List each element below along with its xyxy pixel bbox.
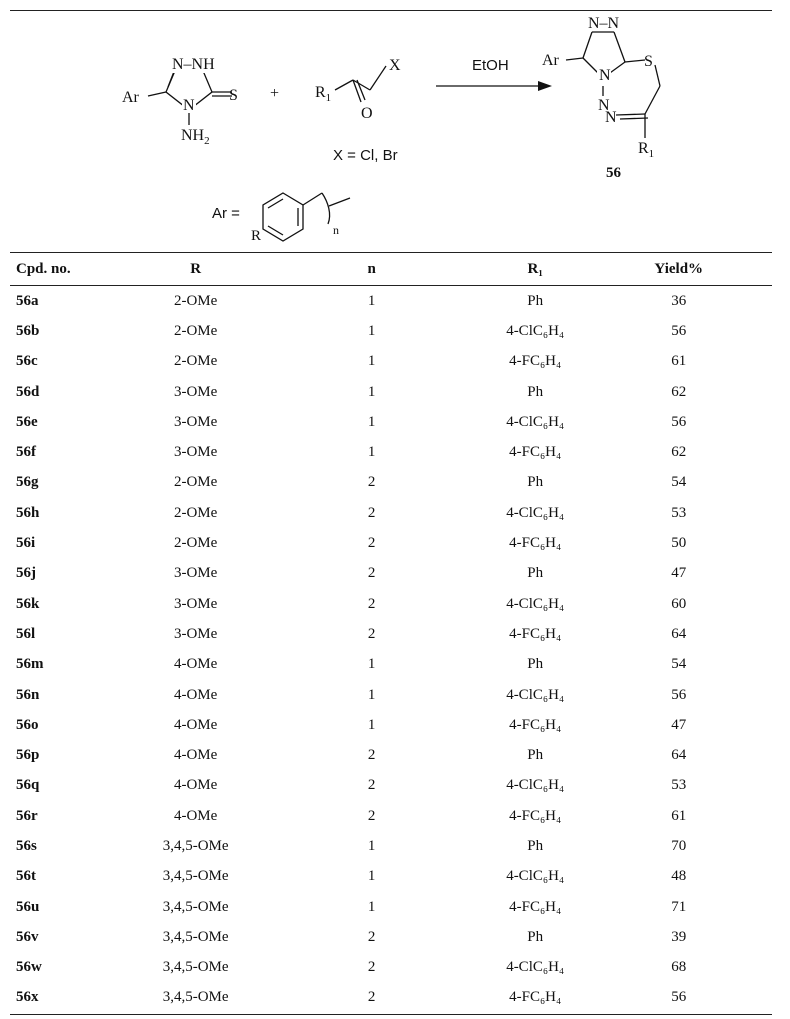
atom-s: S xyxy=(229,87,238,104)
atom-x: X xyxy=(389,57,401,74)
cell-r1: 4-FC₆H₄ xyxy=(509,353,562,370)
bottom-rule xyxy=(10,1014,772,1015)
product-atom-n2: N xyxy=(605,109,617,126)
cell-yield: 62 xyxy=(671,383,687,400)
table-row xyxy=(10,922,772,952)
atom-r1: $R_1$ xyxy=(315,84,332,104)
cell-r: 3-OMe xyxy=(173,413,218,430)
ar-definition-label: Ar = xyxy=(212,205,240,222)
cell-n: 1 xyxy=(367,837,376,854)
cell-n: 2 xyxy=(367,989,376,1006)
table-row xyxy=(10,710,772,740)
table-body xyxy=(10,286,772,1014)
cell-r1: Ph xyxy=(527,474,544,491)
product-atom-s: S xyxy=(644,53,653,70)
reagent-label: EtOH xyxy=(472,57,509,74)
cell-cpd: 56r xyxy=(16,807,38,824)
cell-r: 3,4,5-OMe xyxy=(162,868,229,885)
cell-r1: Ph xyxy=(527,837,544,854)
table-row xyxy=(10,680,772,710)
cell-r: 3-OMe xyxy=(173,625,218,642)
atom-ar: Ar xyxy=(122,89,139,106)
cell-r1: 4-ClC₆H₄ xyxy=(506,595,565,612)
cell-r1: 4-ClC₆H₄ xyxy=(506,504,565,521)
cell-cpd: 56h xyxy=(16,504,40,521)
cell-n: 2 xyxy=(367,504,376,521)
cell-cpd: 56q xyxy=(16,777,40,794)
cell-cpd: 56u xyxy=(16,898,40,915)
cell-n: 1 xyxy=(367,322,376,339)
cell-yield: 56 xyxy=(671,322,687,339)
plus-sign: + xyxy=(270,85,280,102)
cell-cpd: 56e xyxy=(16,413,38,430)
cell-n: 1 xyxy=(367,353,376,370)
cell-n: 2 xyxy=(367,625,376,642)
cell-cpd: 56a xyxy=(16,292,39,309)
cell-r1: 4-ClC₆H₄ xyxy=(506,959,565,976)
cell-cpd: 56m xyxy=(16,656,44,673)
cell-yield: 56 xyxy=(671,413,687,430)
cell-r: 2-OMe xyxy=(173,504,218,521)
triazole-thione-structure xyxy=(122,55,238,147)
cell-n: 1 xyxy=(367,292,376,309)
cell-n: 2 xyxy=(367,928,376,945)
cell-r1: 4-FC₆H₄ xyxy=(509,898,562,915)
cell-r1: Ph xyxy=(527,565,544,582)
cell-cpd: 56x xyxy=(16,989,39,1006)
table-row xyxy=(10,619,772,649)
product-atom-ar: Ar xyxy=(542,52,559,69)
cell-yield: 47 xyxy=(671,716,687,733)
cell-n: 2 xyxy=(367,595,376,612)
reaction-arrow xyxy=(436,81,552,91)
table-row xyxy=(10,983,772,1013)
table-row xyxy=(10,801,772,831)
cell-r: 3,4,5-OMe xyxy=(162,959,229,976)
table-row xyxy=(10,316,772,346)
cell-r1: Ph xyxy=(527,747,544,764)
table-row xyxy=(10,407,772,437)
table-row xyxy=(10,862,772,892)
reaction-scheme xyxy=(0,0,790,252)
table-row xyxy=(10,347,772,377)
cell-yield: 53 xyxy=(671,504,687,521)
cell-r1: Ph xyxy=(527,656,544,673)
compound-yield-table xyxy=(10,253,772,1013)
cell-cpd: 56b xyxy=(16,322,40,339)
cell-r: 2-OMe xyxy=(173,474,218,491)
product-label: 56 xyxy=(606,165,621,181)
ar-atom-r: R xyxy=(251,228,262,244)
cell-r1: 4-ClC₆H₄ xyxy=(506,413,565,430)
product-atom-r1: $R_1$ xyxy=(638,140,655,160)
cell-r: 3-OMe xyxy=(173,383,218,400)
cell-cpd: 56d xyxy=(16,383,40,400)
cell-yield: 54 xyxy=(671,656,687,673)
cell-r: 2-OMe xyxy=(173,322,218,339)
cell-n: 2 xyxy=(367,807,376,824)
cell-r: 4-OMe xyxy=(173,747,218,764)
cell-r1: Ph xyxy=(527,383,544,400)
cell-n: 2 xyxy=(367,959,376,976)
cell-r: 3,4,5-OMe xyxy=(162,837,229,854)
col-header-n: n xyxy=(258,253,484,286)
cell-yield: 39 xyxy=(671,928,687,945)
cell-r: 3,4,5-OMe xyxy=(162,928,229,945)
table-row xyxy=(10,468,772,498)
table-row xyxy=(10,498,772,528)
cell-r: 3,4,5-OMe xyxy=(162,898,229,915)
cell-yield: 68 xyxy=(671,959,687,976)
product-atom-n: N xyxy=(599,67,611,84)
cell-r: 4-OMe xyxy=(173,777,218,794)
cell-yield: 48 xyxy=(671,868,687,885)
table-row xyxy=(10,953,772,983)
col-header-r1: R₁ xyxy=(485,253,586,286)
cell-yield: 47 xyxy=(671,565,687,582)
col-header-r: R xyxy=(133,253,259,286)
cell-r1: 4-FC₆H₄ xyxy=(509,989,562,1006)
cell-cpd: 56n xyxy=(16,686,40,703)
table-row xyxy=(10,437,772,467)
cell-yield: 61 xyxy=(671,353,687,370)
cell-cpd: 56j xyxy=(16,565,36,582)
cell-cpd: 56v xyxy=(16,928,39,945)
cell-yield: 70 xyxy=(671,837,687,854)
cell-cpd: 56o xyxy=(16,716,39,733)
cell-yield: 64 xyxy=(671,625,687,642)
table-row xyxy=(10,559,772,589)
atom-nnh: N–NH xyxy=(172,56,215,73)
cell-cpd: 56p xyxy=(16,747,40,764)
cell-cpd: 56c xyxy=(16,353,38,370)
cell-n: 1 xyxy=(367,383,376,400)
table-row xyxy=(10,831,772,861)
cell-cpd: 56w xyxy=(16,959,42,976)
cell-yield: 60 xyxy=(671,595,687,612)
table-row xyxy=(10,650,772,680)
cell-r1: 4-FC₆H₄ xyxy=(509,444,562,461)
cell-r: 4-OMe xyxy=(173,656,218,673)
atom-o: O xyxy=(361,105,373,122)
col-header-cpd: Cpd. no. xyxy=(10,253,133,286)
ar-atom-n: n xyxy=(333,223,339,237)
cell-cpd: 56g xyxy=(16,474,39,491)
product-atom-n-bottom: N xyxy=(598,97,610,114)
cell-r: 3-OMe xyxy=(173,595,218,612)
cell-cpd: 56l xyxy=(16,625,36,642)
atom-n4: N xyxy=(183,97,195,114)
table-row xyxy=(10,377,772,407)
cell-r1: 4-ClC₆H₄ xyxy=(506,868,565,885)
cell-r: 3-OMe xyxy=(173,565,218,582)
cell-cpd: 56i xyxy=(16,535,36,552)
cell-r1: 4-ClC₆H₄ xyxy=(506,777,565,794)
haloketone-structure xyxy=(315,57,401,122)
cell-n: 2 xyxy=(367,565,376,582)
cell-cpd: 56k xyxy=(16,595,40,612)
cell-n: 1 xyxy=(367,868,376,885)
cell-n: 2 xyxy=(367,777,376,794)
cell-r1: 4-ClC₆H₄ xyxy=(506,686,565,703)
cell-r: 2-OMe xyxy=(173,535,218,552)
table-row xyxy=(10,589,772,619)
table-row xyxy=(10,286,772,317)
table-row xyxy=(10,528,772,558)
cell-r1: 4-FC₆H₄ xyxy=(509,716,562,733)
cell-n: 1 xyxy=(367,716,376,733)
cell-cpd: 56s xyxy=(16,837,37,854)
cell-r: 2-OMe xyxy=(173,353,218,370)
table-header-row xyxy=(10,253,772,286)
cell-n: 1 xyxy=(367,413,376,430)
cell-r: 4-OMe xyxy=(173,686,218,703)
product-atom-nn: N–N xyxy=(588,15,620,32)
table-row xyxy=(10,740,772,770)
cell-yield: 71 xyxy=(671,898,687,915)
cell-n: 2 xyxy=(367,747,376,764)
table-row xyxy=(10,771,772,801)
cell-r: 4-OMe xyxy=(173,807,218,824)
cell-yield: 36 xyxy=(671,292,687,309)
cell-r1: 4-FC₆H₄ xyxy=(509,535,562,552)
cell-r: 4-OMe xyxy=(173,716,218,733)
cell-r1: Ph xyxy=(527,292,544,309)
cell-r1: 4-FC₆H₄ xyxy=(509,807,562,824)
col-header-yield: Yield% xyxy=(585,253,772,286)
cell-r1: 4-ClC₆H₄ xyxy=(506,322,565,339)
cell-yield: 62 xyxy=(671,444,687,461)
cell-cpd: 56f xyxy=(16,444,36,461)
cell-n: 1 xyxy=(367,656,376,673)
cell-n: 2 xyxy=(367,535,376,552)
product-structure xyxy=(542,15,660,160)
cell-r1: Ph xyxy=(527,928,544,945)
halide-condition: X = Cl, Br xyxy=(333,147,398,164)
atom-nh2: $NH_2$ xyxy=(181,127,210,147)
cell-yield: 56 xyxy=(671,989,687,1006)
cell-yield: 56 xyxy=(671,686,687,703)
cell-r: 3,4,5-OMe xyxy=(162,989,229,1006)
table-row xyxy=(10,892,772,922)
cell-r: 3-OMe xyxy=(173,444,218,461)
ar-substituent-structure xyxy=(251,193,350,244)
cell-yield: 54 xyxy=(671,474,687,491)
cell-n: 1 xyxy=(367,444,376,461)
cell-yield: 64 xyxy=(671,747,687,764)
cell-yield: 61 xyxy=(671,807,687,824)
cell-yield: 50 xyxy=(671,535,687,552)
cell-yield: 53 xyxy=(671,777,687,794)
cell-n: 1 xyxy=(367,686,376,703)
cell-cpd: 56t xyxy=(16,868,36,885)
cell-r: 2-OMe xyxy=(173,292,218,309)
cell-n: 2 xyxy=(367,474,376,491)
cell-n: 1 xyxy=(367,898,376,915)
cell-r1: 4-FC₆H₄ xyxy=(509,625,562,642)
